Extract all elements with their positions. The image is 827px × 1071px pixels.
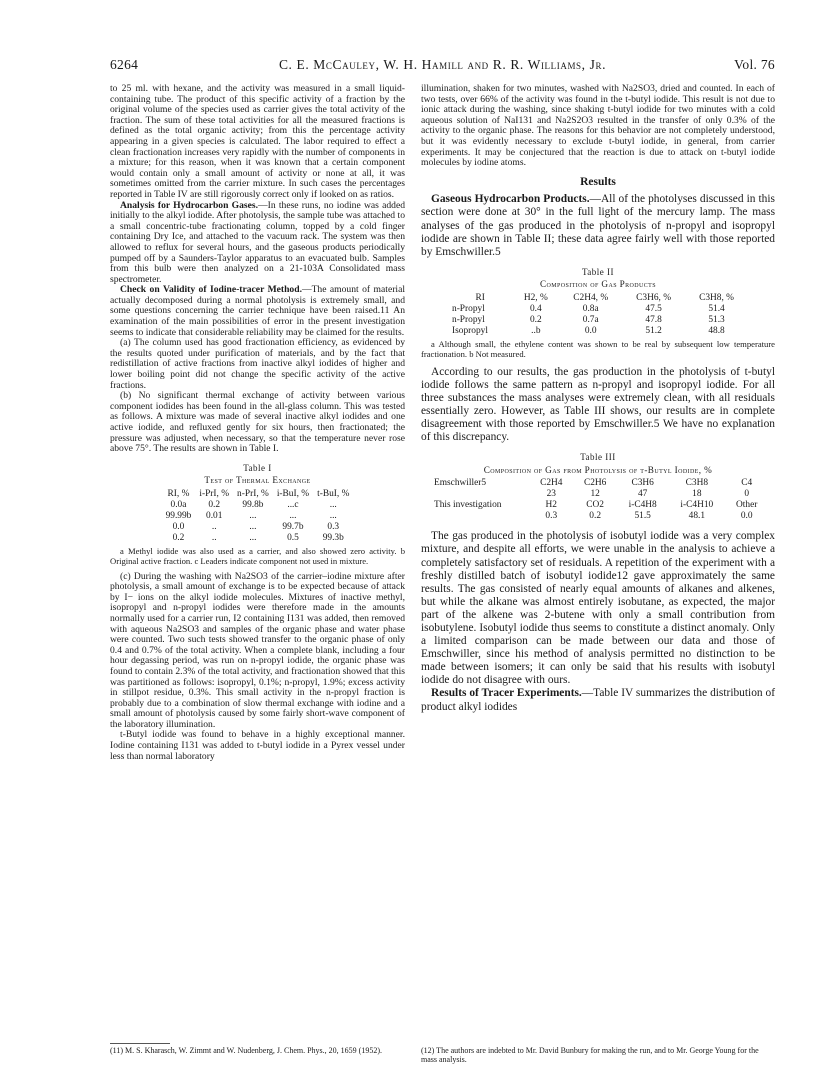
table-cell <box>428 489 529 500</box>
table-row <box>428 500 768 511</box>
running-authors: C. E. McCauley, W. H. Hamill and R. R. Williams, Jr. <box>278 57 607 72</box>
table-cell: 51.5 <box>634 511 651 522</box>
section-heading: Results <box>580 175 616 188</box>
table-cell: i-C4H8 <box>628 500 657 511</box>
table-2 <box>448 293 748 337</box>
table-cell: 23 <box>546 489 556 500</box>
paragraph: (b) No significant thermal exchange of activity between various component iodides has been found in the all-glass column. This was tested as follows. A mixture was made of several inactive alkyl iodides and one active iodide, and refluxed gently for six hours, then fractionated; the pressure was adjusted, when necessary, so that the temperature never rose above 75°. The results are shown in Table I. <box>110 390 405 455</box>
table-cell: C4 <box>741 478 753 489</box>
table-row <box>162 522 354 533</box>
page-footnote: (11) M. S. Kharasch, W. Zimmt and W. Nudenberg, J. Chem. Phys., 20, 1659 (1952). <box>110 1046 382 1055</box>
table-cell: 0.2 <box>589 511 601 522</box>
table-cell: Emschwiller5 <box>434 478 487 489</box>
table-cell: ... <box>329 499 337 510</box>
footnote-rule <box>110 1043 170 1044</box>
table-cell: 0.2 <box>529 315 542 325</box>
table-caption: Table II <box>581 266 615 277</box>
paragraph: illumination, shaken for two minutes, washed with Na2SO3, dried and counted. In each of two tests, over 66% of the activity was found in the t-butyl iodide. This result is not due to ionic attack during the washing, since shaking t-butyl iodide for two minutes with a cold aqueous solution of NaI131 and Na2S2O3 resulted in the transfer of only 0.3% of the activity to the organic phase. The reasons for this behavior are not completely understood, but it was evidently necessary to exclude t-butyl iodide, in general, from carrier experiments. It may be conjectured that the reaction is due to attack on t-butyl iodide molecules by iodine atoms. <box>421 83 775 169</box>
table-row <box>448 304 748 315</box>
paragraph <box>421 687 775 713</box>
table-cell: ... <box>249 510 257 521</box>
table-cell: 99.8b <box>242 499 264 510</box>
table-cell: 99.3b <box>322 532 344 543</box>
table-cell: 0.0 <box>172 521 185 532</box>
table-cell: 12 <box>590 489 600 500</box>
paragraph: t-Butyl iodide was found to behave in a highly exceptional manner. Iodine containing I131 was added to t-butyl iodide in a Pyrex vessel under less than normal laboratory <box>110 729 405 762</box>
table-cell: ...c <box>287 499 299 510</box>
table-cell: C2H6 <box>583 478 607 489</box>
table-cell: 51.3 <box>708 315 725 325</box>
table-footnote: a Although small, the ethylene content was shown to be real by subsequent low temperature fractionation. b Not measured. <box>421 339 775 359</box>
table-cell: 51.2 <box>645 326 662 336</box>
table-row <box>448 315 748 326</box>
paragraph: (c) During the washing with Na2SO3 of the carrier–iodine mixture after photolysis, a small amount of exchange is to be expected because of attack by I− ions on the alkyl iodide molecules. Mixtures of inactive methyl, isopropyl and n-propyl iodides were therefore made in the amounts normally used for a carrier run, I2 containing I131 was added, then removed with aqueous Na2SO3 and samples of the organic phase and water phase were counted. Two such tests showed transfer to the organic phase of only 0.4 and 0.7% of the total activity. When a complete blank, including a four hour degassing period, was run on n-propyl iodide, the organic phase was found to contain 2.3% of the total activity, and fractionation showed that this was partitioned as follows: isopropyl, 0.1%; n-propyl, 1.9%; excess activity in stillpot residue, 0.3%. This small activity in the n-propyl fraction is probably due to a combination of slow thermal exchange with iodine and a small amount of photolysis caused by some fairly short-wave component of the laboratory illumination. <box>110 570 405 730</box>
table-header-row <box>162 489 354 500</box>
table-header-cell: i-PrI, % <box>199 488 230 499</box>
table-cell: ... <box>249 532 257 543</box>
table-cell: ... <box>289 510 297 521</box>
table-cell: 0.0a <box>170 499 187 510</box>
table-row <box>162 511 354 522</box>
table-cell: 0.2 <box>172 532 185 543</box>
table-header-cell: i-BuI, % <box>276 488 310 499</box>
table-1 <box>162 489 354 544</box>
table-cell: ..b <box>531 326 541 336</box>
volume-label: Vol. 76 <box>734 57 775 72</box>
left-column <box>110 84 405 762</box>
table-title: Composition of Gas from Photolysis of t-Butyl Iodide, % <box>483 464 713 475</box>
table-cell: 0.7a <box>582 315 599 325</box>
table-cell: 47.8 <box>645 315 662 325</box>
paragraph-text: —All of the photolyses discussed in this section were done at 30° in the full light of the mercury lamp. The mass analyses of the gas produced in the photolysis of n-propyl and isopropyl iodide are shown in Table II; these data agree fairly well with those reported by Emschwiller.5 <box>421 193 775 258</box>
table-cell: C2H4 <box>540 478 563 489</box>
table-cell: 0.3 <box>545 511 558 522</box>
table-title: Test of Thermal Exchange <box>204 475 311 486</box>
paragraph <box>110 285 405 338</box>
paragraph: The gas produced in the photolysis of isobutyl iodide was a very complex mixture, and despite all efforts, we were unable in the analysis to achieve a completely satisfactory set of residuals. A repetition of the experiment with a freshly distilled batch of isobutyl iodide12 gave approximately the same results. The gas consisted of nearly equal amounts of alkanes and alkenes, but while the alkane was almost entirely isobutane, as expected, the major part of the alkene was 2-butene with only a small contribution from isobutylene. Isobutyl iodide thus seems to constitute a distinct anomaly. Only a limited comparison can be made between our data and those of Emschwiller, since his method of analysis permitted no distinction to be made between isomers; it can only be said that his results with isobutyl iodide do not disagree with ours. <box>421 530 775 687</box>
paragraph-heading: Check on Validity of Iodine-tracer Method. <box>120 284 302 296</box>
table-cell: 18 <box>692 489 702 500</box>
table-caption: Table III <box>580 452 616 463</box>
page-number: 6264 <box>110 57 139 72</box>
table-cell: 0 <box>744 489 750 500</box>
table-cell: 0.5 <box>287 532 299 543</box>
paragraph <box>421 193 775 258</box>
table-cell: CO2 <box>586 500 604 511</box>
paragraph-heading: Gaseous Hydrocarbon Products. <box>431 193 590 206</box>
paragraph-heading: Results of Tracer Experiments. <box>431 687 582 700</box>
table-row <box>162 500 354 511</box>
table-header-cell: C2H4, % <box>573 293 609 303</box>
right-column <box>421 84 775 714</box>
table-row <box>428 478 768 489</box>
table-header-cell: C3H8, % <box>699 293 734 303</box>
table-3 <box>428 478 768 522</box>
table-cell: 0.0 <box>740 511 753 522</box>
table-cell: C3H6 <box>631 478 654 489</box>
table-header-cell: RI, % <box>167 488 190 499</box>
table-cell: 48.8 <box>708 326 725 336</box>
table-cell: C3H8 <box>685 478 709 489</box>
table-row <box>428 511 768 522</box>
table-row <box>162 533 354 544</box>
table-cell: 51.4 <box>708 304 725 314</box>
table-header-row <box>448 293 748 304</box>
table-cell: .. <box>211 521 217 532</box>
table-cell: H2 <box>545 500 557 511</box>
paragraph-text: —Table IV summarizes the distribution of product alkyl iodides <box>421 687 775 713</box>
table-cell: 0.01 <box>206 510 223 521</box>
table-cell: 99.99b <box>165 510 192 521</box>
table-row <box>428 489 768 500</box>
table-title: Composition of Gas Products <box>540 279 656 290</box>
table-cell: 0.8a <box>582 304 599 314</box>
table-cell: ... <box>249 521 257 532</box>
table-cell: .. <box>211 532 217 543</box>
table-cell: 47 <box>637 489 648 500</box>
table-cell: 0.4 <box>529 304 542 314</box>
table-header-cell: RI <box>475 293 485 303</box>
table-cell: 0.2 <box>208 499 221 510</box>
table-cell: i-C4H10 <box>680 500 714 511</box>
page-header <box>110 57 775 77</box>
table-cell: n-Propyl <box>452 315 485 325</box>
table-cell: This investigation <box>434 500 502 511</box>
table-header-cell: H2, % <box>523 293 548 303</box>
paragraph-text: —In these runs, no iodine was added initially to the alkyl iodide. After photolysis, the sample tube was attached to a small concentric-tube fractionating column, topped by a cold finger containing Dry Ice, and attached to the vacuum rack. The system was then allowed to reflux for several hours, and the gaseous products periodically pumped off by a Saunders-Taylor apparatus to an evacuated bulb. Samples from this bulb were then analyzed on a 21-103A Consolidated mass spectrometer. <box>110 199 405 285</box>
paragraph: According to our results, the gas production in the photolysis of t-butyl iodide follows the same pattern as n-propyl and isopropyl iodide. For all three substances the mass analyses were extremely clean, with all residuals essentially zero. However, as Table III shows, our results are in complete disagreement with those reported by Emschwiller.5 We have no explanation of this discrepancy. <box>421 365 775 444</box>
table-cell: Other <box>736 500 758 511</box>
table-footnote: a Methyl iodide was also used as a carrier, and also showed zero activity. b Original active fraction. c Leaders indicate component not used in mixture. <box>110 545 405 566</box>
table-cell: n-Propyl <box>452 304 485 314</box>
table-cell: ... <box>329 510 337 521</box>
table-header-cell: C3H6, % <box>636 293 672 303</box>
paragraph-text: —The amount of material actually decomposed during a normal photolysis is extremely small, and some questions concerning the carrier technique have been raised.11 An examination of the main possibilities of error in the present investigation seems to indicate that considerable reliability may be claimed for the results. <box>110 284 405 338</box>
paragraph: to 25 ml. with hexane, and the activity was measured in a small liquid-containing tube. The product of this specific activity of a fraction by the original volume of the species used as carrier gives the total activity of the fraction. The sum of these total activities for all the measured fractions is defined as the total organic activity; from this the percentage activity appearing in a given species is calculated. The labor required to effect a clean fractionation increases very rapidly with the number of components in a mixture; for this reason, when it was known that a certain component would contain only a small amount of activity or none at all, it was sometimes omitted from the carrier mixture. In such cases the percentages reported in Table IV are still rigorously correct only if looked on as ratios. <box>110 83 405 200</box>
table-cell: 48.1 <box>688 511 706 522</box>
table-row <box>448 326 748 337</box>
table-cell: 99.7b <box>282 521 304 532</box>
paragraph-heading: Analysis for Hydrocarbon Gases. <box>120 199 259 211</box>
table-header-cell: n-PrI, % <box>237 488 269 499</box>
table-cell <box>428 511 529 522</box>
table-cell: 0.3 <box>327 521 340 532</box>
table-cell: Isopropyl <box>452 326 488 336</box>
page-footnote: (12) The authors are indebted to Mr. David Bunbury for making the run, and to Mr. George Young for the mass analysis. <box>421 1046 759 1064</box>
table-cell: 47.5 <box>645 304 662 314</box>
table-cell: 0.0 <box>584 326 597 336</box>
paragraph: (a) The column used has good fractionation efficiency, as evidenced by the results quoted under purification of materials, and by the fact that redistillation of active fractions from inactive alkyl iodides of higher and lower boiling point did not change the specific activity of the active fractions. <box>110 337 405 391</box>
paragraph <box>110 201 405 286</box>
table-header-cell: t-BuI, % <box>317 488 350 499</box>
table-caption: Table I <box>243 462 272 473</box>
